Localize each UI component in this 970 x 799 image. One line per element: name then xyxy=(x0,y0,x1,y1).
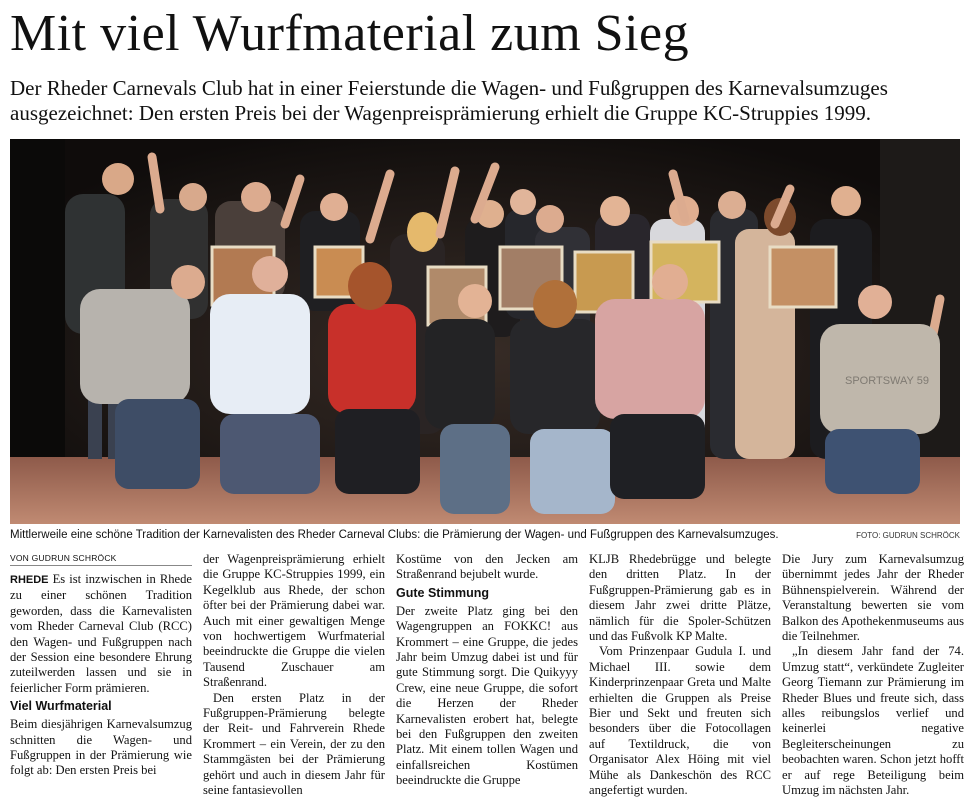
headline: Mit viel Wurfmaterial zum Sieg xyxy=(10,5,690,62)
subheading: Viel Wurfmaterial xyxy=(10,699,112,714)
paragraph-text: Es ist inzwischen in Rhede zu einer schönen Tradition geworden, dass die Karnevalisten vom Rheder Carneval Club (RCC) den Wagen- und Fußgruppen nach der Session eine besondere Ehrung zuteilwerden lassen und sie in feierlicher Form prämieren. xyxy=(10,572,192,695)
paragraph: KLJB Rhedebrügge und belegte den dritten Platz. In der Fußgruppen-Prämierung gab es in diesem Jahr zwei dritte Plätze, nämlich für die Spoler-Schützen und das Fußvolk KP Malte. xyxy=(589,552,771,644)
paragraph: Die Jury zum Karnevalsumzug übernimmt jedes Jahr der Rheder Bühnenspielverein. Während der Veranstaltung bewerten sie vom Balkon des Apothekenmuseums aus die Teilnehmer. xyxy=(782,552,964,644)
paragraph: der Wagenpreisprämierung erhielt die Gruppe KC-Struppies 1999, ein Kegelklub aus Rhede, der schon öfter bei der Prämierung dabei war. Auch mit einer gewaltigen Menge von hochwertigem Wurfmaterial beeindruckte die Gruppe die vielen Tausend Zuschauer am Straßenrand. xyxy=(203,552,385,690)
paragraph: Der zweite Platz ging bei den Wagengruppen an FOKKC! aus Krommert – eine Gruppe, die jedes Jahr beim Umzug dabei ist und für gute Stimmung sorgt. Die Quikyyy Crew, eine neue Gruppe, die sofort die Herzen der Rheder Karnevalisten erobert hat, belegte bei den Fußgruppen den zweiten Platz. Mit einem tollen Wagen und einfallsreichen Kostümen beeindruckte die Gruppe xyxy=(396,603,578,788)
shirt-print: SPORTSWAY 59 xyxy=(845,375,929,387)
photo-caption: Mittlerweile eine schöne Tradition der Karnevalisten des Rheder Carneval Clubs: die Prämierung der Wagen- und Fußgruppen des Karnevalsumzuges. xyxy=(10,529,779,541)
article-column-1 xyxy=(10,552,192,779)
article-body xyxy=(0,552,970,798)
photo-credit: FOTO: GUDRUN SCHRÖCK xyxy=(856,531,960,540)
article-column-2 xyxy=(203,552,385,799)
paragraph: Kostüme von den Jecken am Straßenrand bejubelt wurde. xyxy=(396,552,578,582)
subheading: Gute Stimmung xyxy=(396,585,490,600)
dateline: RHEDE xyxy=(10,574,49,586)
article-column-4 xyxy=(589,552,771,799)
paragraph xyxy=(10,572,192,696)
article-column-3 xyxy=(396,552,578,789)
paragraph: Vom Prinzenpaar Gudula I. und Michael III. sowie dem Kinderprinzenpaar Greta und Malte erhielten die Gruppen als Preise Bier und Sekt und freuten sich besonders über die Fotocollagen auf Textildruck, die von Organisator Alex Höing mit viel Mühe als Dankeschön des RCC angefertigt wurden. xyxy=(589,644,771,798)
paragraph: Beim diesjährigen Karnevalsumzug schnitten die Wagen- und Fußgruppen in der Prämierung wie folgt ab: Den ersten Preis bei xyxy=(10,717,192,778)
article-column-5 xyxy=(782,552,964,799)
paragraph: Den ersten Platz in der Fußgruppen-Prämierung belegte der Reit- und Fahrverein Rhede Krommert – ein Verein, der zu den Stammgästen bei der Prämierung gehört und auch in diesem Jahr für seine fantasievollen xyxy=(203,690,385,798)
paragraph: „In diesem Jahr fand der 74. Umzug statt“, verkündete Zugleiter Georg Tiemann zur Prämierung im Rheder Blues und freute sich, dass alles reibungslos verlief und keinerlei negative Begleiterscheinungen zu beobachten waren. Schon jetzt hofft er auf rege Beteiligung beim Umzug im nächsten Jahr. xyxy=(782,644,964,798)
group-photo xyxy=(10,139,960,524)
lede: Der Rheder Carnevals Club hat in einer Feierstunde die Wagen- und Fußgruppen des Karnevalsumzuges ausgezeichnet: Den ersten Preis bei der Wagenpreisprämierung erhielt die Gruppe KC-Struppies 1999. xyxy=(10,76,888,125)
group-photo-illustration xyxy=(10,139,960,524)
byline: VON GUDRUN SCHRÖCK xyxy=(10,552,192,566)
